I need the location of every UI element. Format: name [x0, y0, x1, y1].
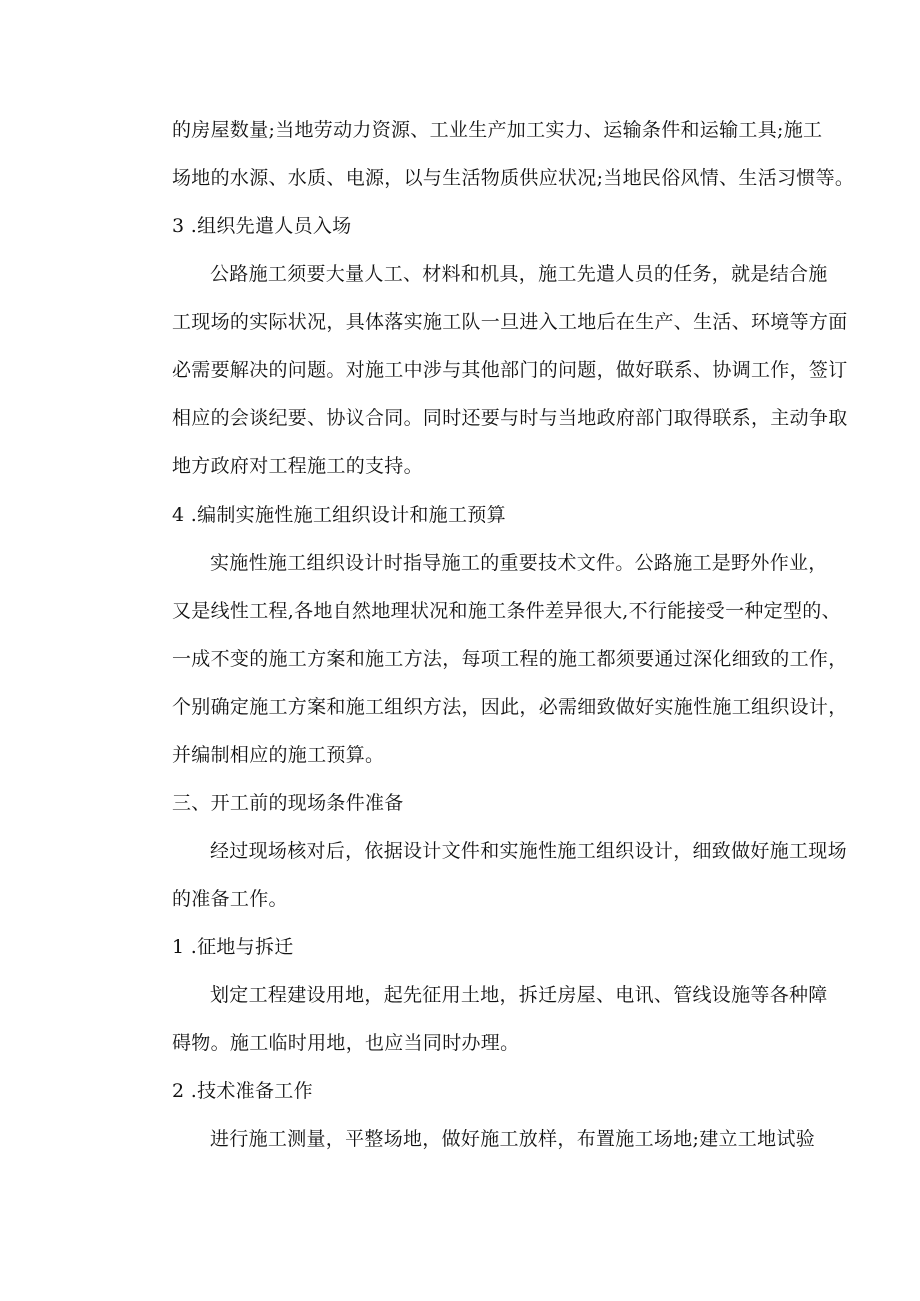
- section-heading: 4 .编制实施性施工组织设计和施工预算: [172, 504, 506, 526]
- section-heading: 3 .组织先遣人员入场: [172, 215, 352, 237]
- paragraph-line: 一成不变的施工方案和施工方法，每项工程的施工都须要通过深化细致的工作，: [172, 648, 848, 670]
- paragraph-line: 的准备工作。: [172, 888, 288, 910]
- paragraph-line: 地方政府对工程施工的支持。: [172, 455, 423, 477]
- paragraph-line: 实施性施工组织设计时指导施工的重要技术文件。公路施工是野外作业，: [210, 552, 828, 574]
- paragraph-line: 进行施工测量，平整场地，做好施工放样，布置施工场地;建立工地试验: [210, 1128, 816, 1150]
- paragraph-line: 公路施工须要大量人工、材料和机具，施工先遣人员的任务，就是结合施: [210, 263, 828, 285]
- paragraph-line: 个别确定施工方案和施工组织方法，因此，必需细致做好实施性施工组织设计，: [172, 696, 848, 718]
- paragraph-line: 相应的会谈纪要、协议合同。同时还要与时与当地政府部门取得联系，主动争取: [172, 407, 848, 429]
- paragraph-line: 工现场的实际状况，具体落实施工队一旦进入工地后在生产、生活、环境等方面: [172, 311, 848, 333]
- section-heading: 2 .技术准备工作: [172, 1080, 313, 1102]
- paragraph-line: 并编制相应的施工预算。: [172, 744, 385, 766]
- paragraph-line: 必需要解决的问题。对施工中涉与其他部门的问题，做好联系、协调工作，签订: [172, 359, 848, 381]
- section-heading: 1 .征地与拆迁: [172, 936, 294, 958]
- paragraph-line: 经过现场核对后，依据设计文件和实施性施工组织设计，细致做好施工现场: [210, 840, 847, 862]
- section-heading: 三、开工前的现场条件准备: [172, 792, 404, 814]
- paragraph-line: 场地的水源、水质、电源，以与生活物质供应状况;当地民俗风情、生活习惯等。: [172, 167, 855, 189]
- paragraph-line: 碍物。施工临时用地，也应当同时办理。: [172, 1032, 520, 1054]
- paragraph-line: 划定工程建设用地，起先征用土地，拆迁房屋、电讯、管线设施等各种障: [210, 984, 828, 1006]
- paragraph-line: 又是线性工程,各地自然地理状况和施工条件差异很大,不行能接受一种定型的、: [172, 600, 841, 622]
- paragraph-line: 的房屋数量;当地劳动力资源、工业生产加工实力、运输条件和运输工具;施工: [172, 119, 823, 141]
